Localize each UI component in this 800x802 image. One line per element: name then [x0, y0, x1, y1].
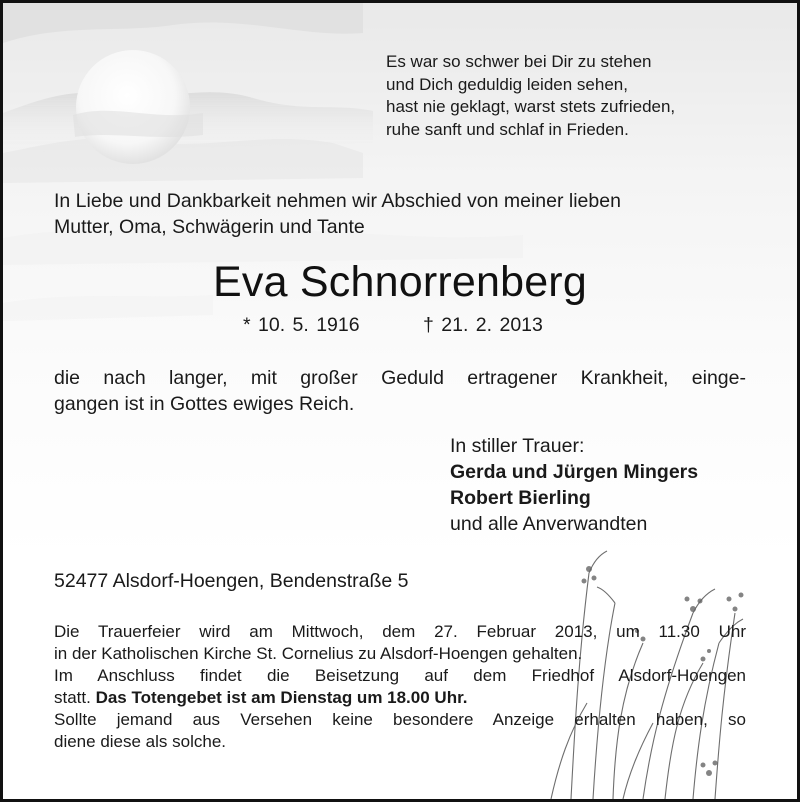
intro-text — [54, 189, 621, 240]
family-address: 52477 Alsdorf-Hoengen, Bendenstraße 5 — [54, 570, 409, 592]
mourners-others: und alle Anverwandten — [450, 513, 648, 535]
mourners-block — [450, 433, 698, 537]
poem-line: Es war so schwer bei Dir zu stehen — [386, 52, 652, 71]
intro-line: In Liebe und Dankbarkeit nehmen wir Abschied von meiner lieben — [54, 190, 621, 212]
funeral-details — [54, 621, 746, 753]
details-line: Im Anschluss findet die Beisetzung auf dem Friedhof Alsdorf-Hoengen — [54, 666, 746, 685]
details-line: diene diese als solche. — [54, 732, 227, 751]
illness-text — [54, 365, 746, 417]
details-line: in der Katholischen Kirche St. Cornelius zu Alsdorf-Hoengen gehalten. — [54, 644, 583, 663]
mourner-name: Gerda und Jürgen Mingers — [450, 461, 699, 483]
poem-line: ruhe sanft und schlaf in Frieden. — [386, 119, 629, 139]
details-prefix: statt. — [54, 688, 96, 707]
poem-line: und Dich geduldig leiden sehen, — [386, 74, 628, 94]
birth-date: * 10. 5. 1916 — [243, 314, 360, 336]
illness-line: gangen ist in Gottes ewiges Reich. — [54, 393, 355, 415]
illness-line: die nach langer, mit großer Geduld ertragener Krankheit, einge- — [54, 367, 746, 389]
death-date: † 21. 2. 2013 — [423, 314, 543, 336]
deceased-name: Eva Schnorrenberg — [213, 258, 587, 306]
mourner-name: Robert Bierling — [450, 487, 591, 509]
poem-line: hast nie geklagt, warst stets zufrieden, — [386, 97, 676, 116]
life-dates — [243, 312, 543, 338]
mourners-heading: In stiller Trauer: — [450, 435, 585, 457]
prayer-notice: Das Totengebet ist am Dienstag um 18.00 Uhr. — [95, 688, 468, 707]
details-line: Sollte jemand aus Versehen keine besondere Anzeige erhalten haben, so — [54, 710, 746, 729]
details-line: Die Trauerfeier wird am Mittwoch, dem 27. Februar 2013, um 11.30 Uhr — [54, 622, 746, 641]
moon-icon — [76, 50, 190, 164]
intro-line: Mutter, Oma, Schwägerin und Tante — [54, 215, 365, 238]
poem — [386, 51, 675, 141]
details-line — [54, 687, 746, 709]
